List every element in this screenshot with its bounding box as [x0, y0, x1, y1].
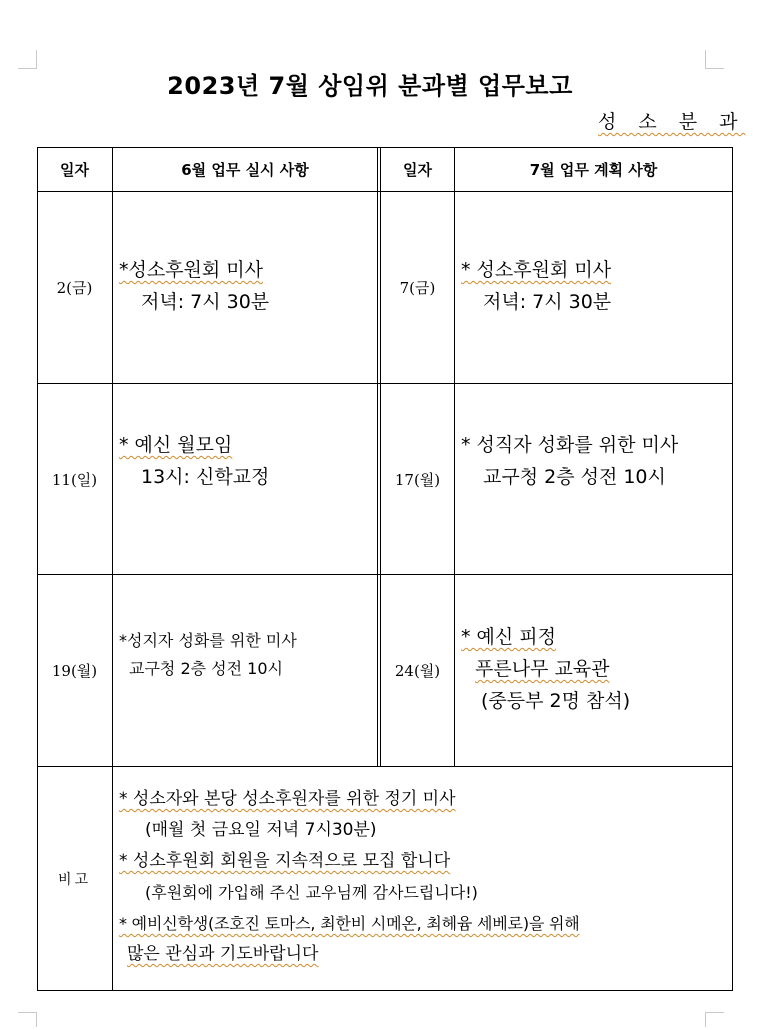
header-date-right: 일자 — [403, 160, 432, 179]
july-task — [461, 621, 630, 717]
july-task-line: 저녁: 7시 30분 — [483, 291, 612, 313]
june-task — [119, 429, 269, 493]
july-date-cell: 7(금) — [399, 279, 436, 297]
header-june-report — [113, 147, 377, 191]
june-task-line: 13시: 신학교정 — [141, 466, 270, 488]
july-task — [461, 429, 678, 493]
july-task-line: * 성소후원회 미사 — [461, 259, 612, 281]
june-task-line: *성지자 성화를 위한 미사 — [119, 631, 297, 650]
july-task-line: 교구청 2층 성전 10시 — [483, 466, 666, 488]
header-date-left: 일자 — [60, 160, 89, 179]
june-date-cell: 2(금) — [56, 279, 93, 297]
july-task-line: (중등부 2명 참석) — [481, 690, 631, 712]
remarks-line: (매월 첫 금요일 저녁 7시30분) — [145, 820, 377, 840]
report-table — [37, 147, 733, 991]
june-date-cell: 11(일) — [51, 470, 98, 489]
june-task-line: 교구청 2층 성전 10시 — [129, 659, 283, 678]
department-name: 성 소 분 과 — [598, 111, 746, 133]
july-task — [461, 254, 611, 318]
june-task — [119, 254, 269, 318]
header-july-plan: 7월 업무 계획 사항 — [529, 160, 658, 179]
document-title: 2023년 7월 상임위 분과별 업무보고 — [167, 72, 573, 100]
remarks-line: 많은 관심과 기도바랍니다 — [127, 944, 319, 964]
page-corner-mark — [18, 1012, 37, 1027]
page-corner-mark — [705, 1012, 724, 1027]
july-date-cell: 17(월) — [394, 470, 441, 489]
june-date-cell: 19(월) — [51, 662, 98, 680]
header-june-report-text: 6월 업무 실시 사항 — [181, 160, 309, 179]
june-task-line: * 예신 월모임 — [119, 434, 233, 456]
july-task-line: * 성직자 성화를 위한 미사 — [461, 434, 679, 456]
remarks-label: 비고 — [57, 871, 92, 888]
june-task-line: *성소후원회 미사 — [119, 259, 264, 281]
june-task — [119, 627, 297, 683]
july-date-cell: 24(월) — [394, 662, 441, 680]
remarks-line: (후원회에 가입해 주신 교우님께 감사드립니다!) — [145, 883, 478, 902]
july-task-line: 푸른나무 교육관 — [475, 658, 610, 680]
june-task-line: 저녁: 7시 30분 — [141, 291, 270, 313]
remarks-content — [119, 784, 729, 970]
remarks-line: * 성소후원회 회원을 지속적으로 모집 합니다 — [119, 851, 451, 871]
remarks-line: * 예비신학생(조호진 토마스, 최한비 시메온, 최헤윰 세베로)을 위해 — [119, 914, 580, 933]
july-task-line: * 예신 피정 — [461, 626, 556, 648]
remarks-line: * 성소자와 본당 성소후원자를 위한 정기 미사 — [119, 789, 456, 809]
